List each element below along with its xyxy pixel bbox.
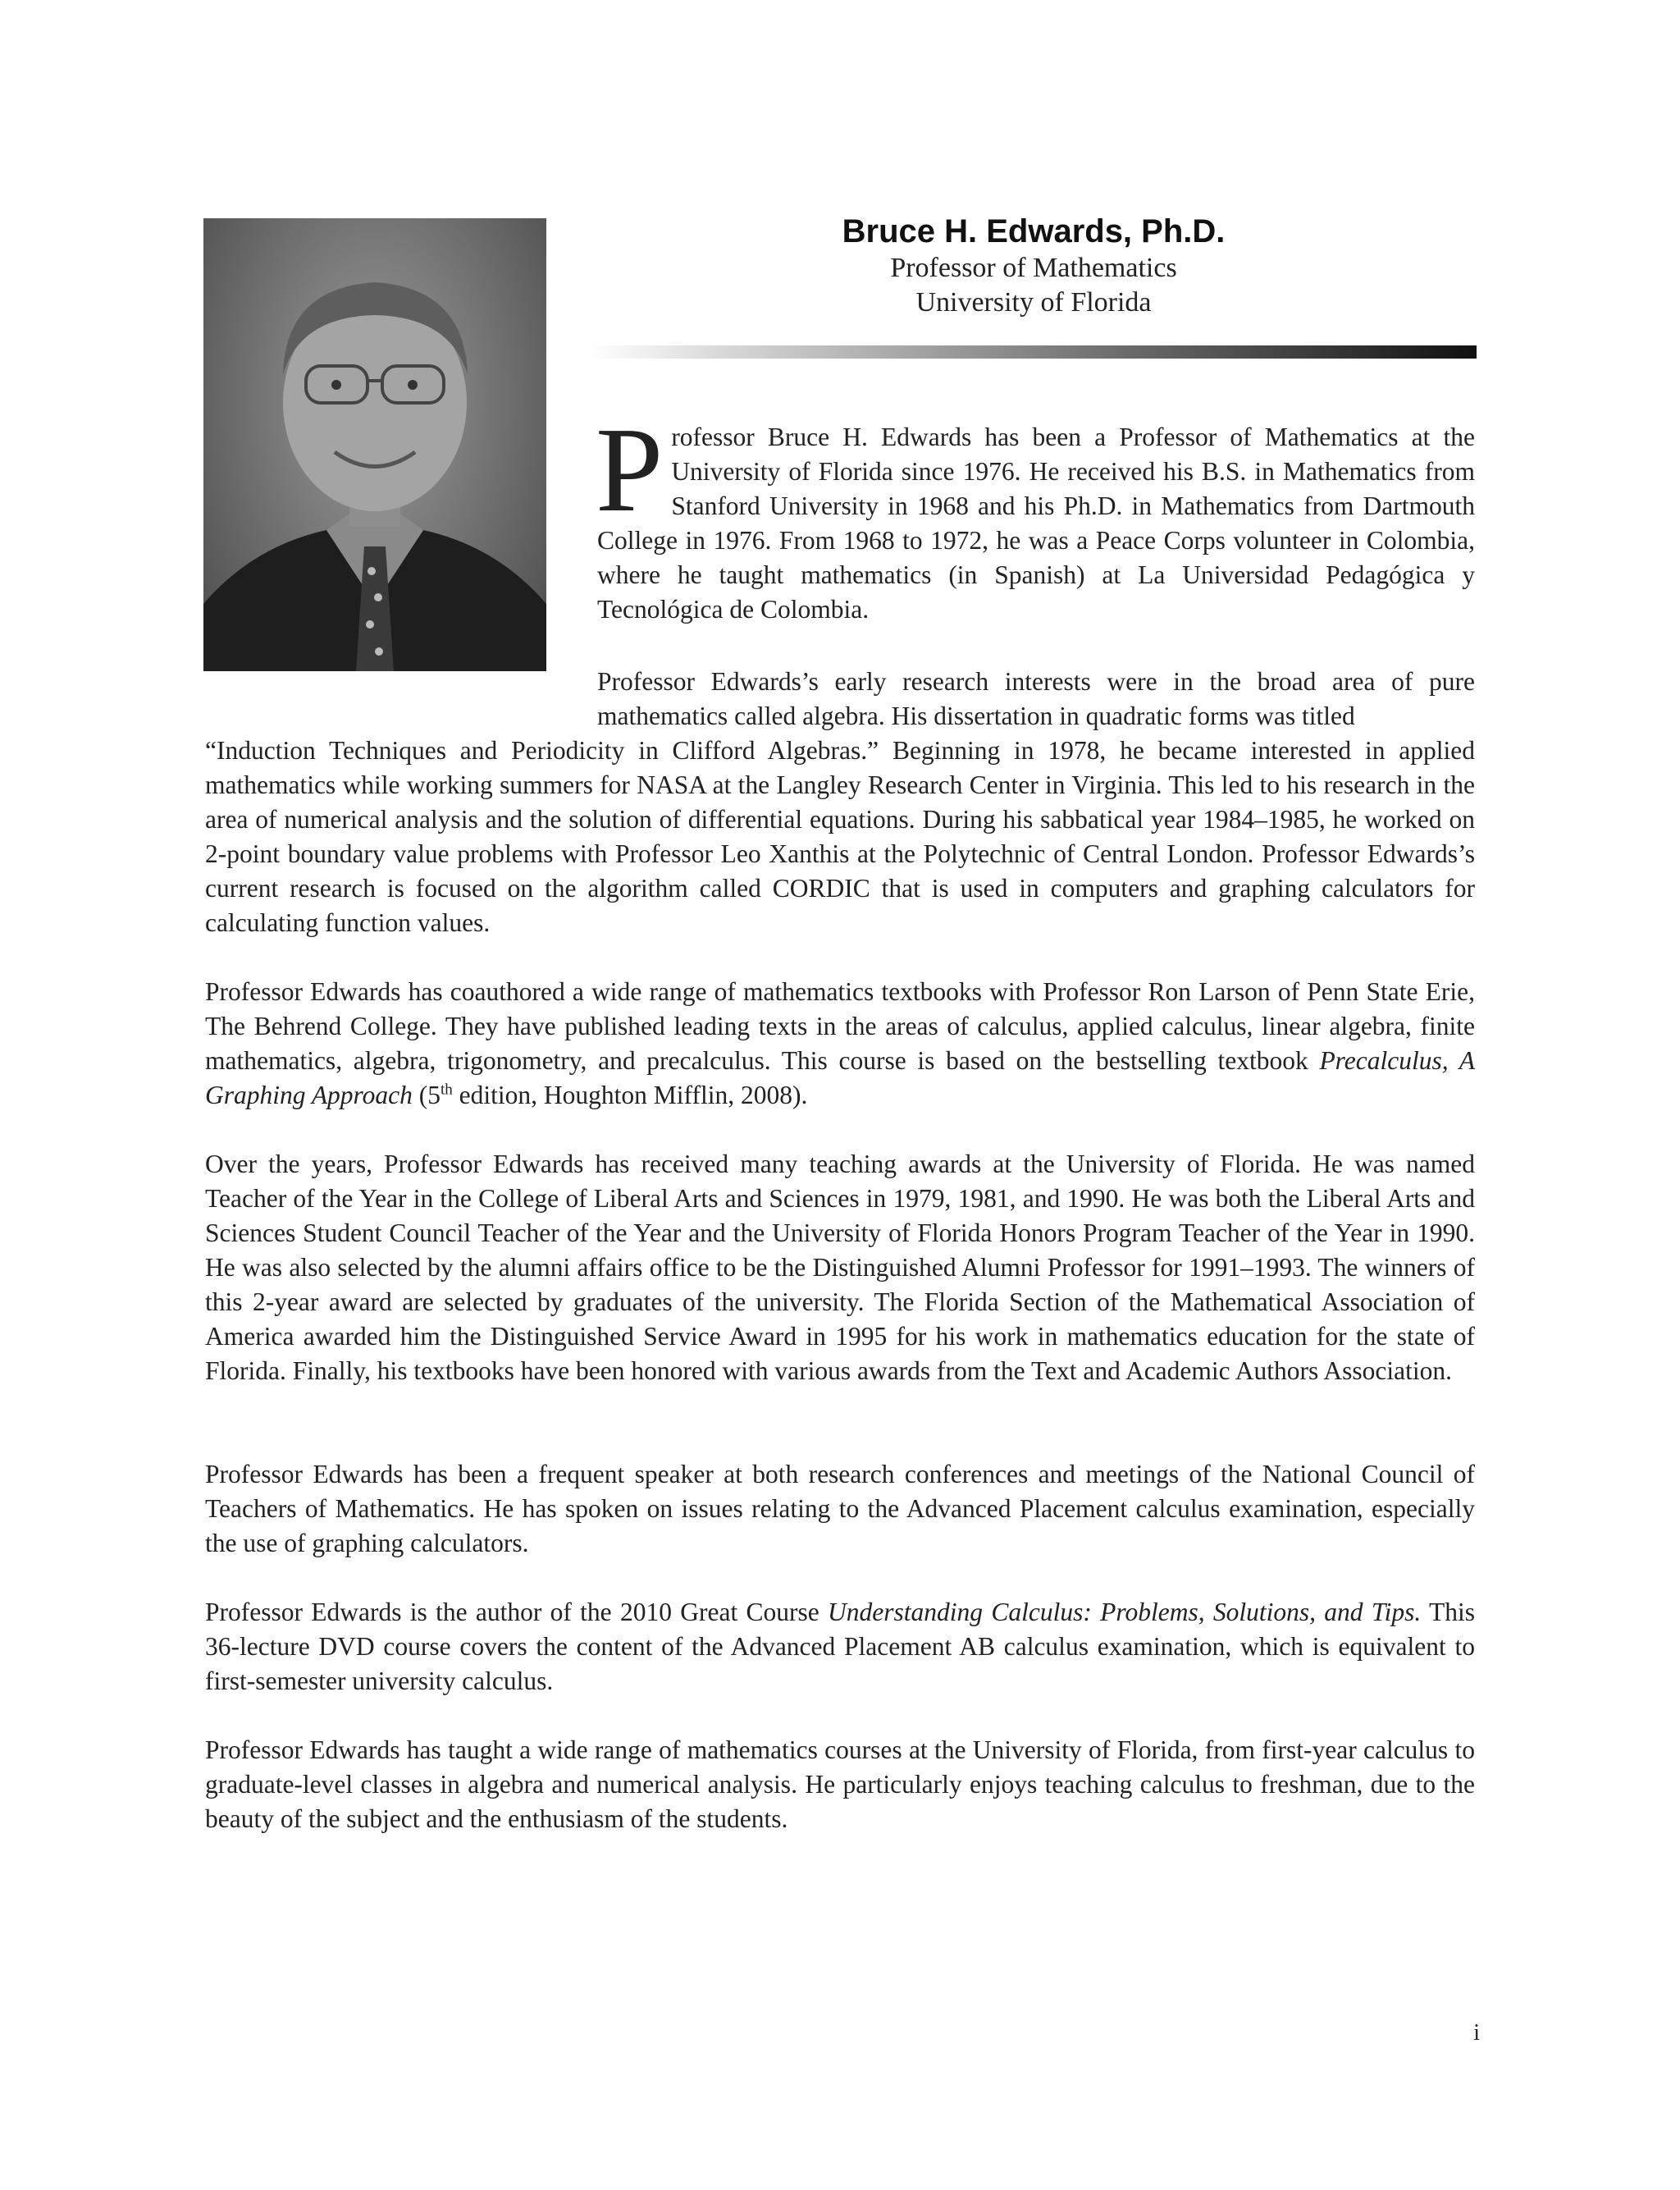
author-title: Professor of Mathematics [890,253,1177,283]
portrait-illustration [203,218,546,671]
edition-superscript: th [441,1081,453,1099]
bio-paragraph-6-rest: This 36-lecture DVD course covers the content of the Advanced Placement AB calculus examination, which is equivalent to first-semester university calculus. [205,1598,1475,1695]
author-name: Bruce H. Edwards, Ph.D. [842,213,1226,249]
bio-paragraph-3 [205,975,1475,1113]
drop-cap: P [596,403,664,537]
author-header [591,212,1477,320]
textbook-title: Precalculus, A Graphing Approach [205,1046,1475,1109]
author-portrait [203,218,546,671]
edition-open: (5 [412,1081,441,1109]
header-rule [591,345,1477,359]
bio-paragraph-5: Professor Edwards has been a frequent speaker at both research conferences and meetings of the National Council of Teachers of Mathematics. He has spoken on issues relating to the Advanced Placement calculus examination, especially the use of graphing calculators. [205,1460,1475,1557]
bio-paragraph-6-text: Professor Edwards is the author of the 2010 Great Course [205,1598,829,1626]
bio-paragraph-2-continued: “Induction Techniques and Periodicity in Clifford Algebras.” Beginning in 1978, he became interested in applied mathematics while working summers for NASA at the Langley Research Center in Virginia. This led to his research in the area of numerical analysis and the solution of differential equations. During his sabbatical year 1984–1985, he worked on 2-point boundary value problems with Professor Leo Xanthis at the Polytechnic of Central London. Professor Edwards’s current research is focused on the algorithm called CORDIC that is used in computers and graphing calculators for calculating function values. [205,736,1475,937]
bio-paragraph-1-text: rofessor Bruce H. Edwards has been a Professor of Mathematics at the University of Florida since 1976. He received his B.S. in Mathematics from Stanford University in 1968 and his Ph.D. in Mathematics from Dartmouth College in 1976. From 1968 to 1972, he was a Peace Corps volunteer in Colombia, where he taught mathematics (in Spanish) at La Universidad Pedagógica y Tecnológica de Colombia. [597,423,1475,624]
bio-paragraph-1 [596,403,1475,627]
bio-paragraph-4: Over the years, Professor Edwards has received many teaching awards at the University of Florida. He was named Teacher of the Year in the College of Liberal Arts and Sciences in 1979, 1981, and 1990. He was both the Liberal Arts and Sciences Student Council Teacher of the Year and the University of Florida Honors Program Teacher of the Year in 1990. He was also selected by the alumni affairs office to be the Distinguished Alumni Professor for 1991–1993. The winners of this 2-year award are selected by graduates of the university. The Florida Section of the Mathematical Association of America awarded him the Distinguished Service Award in 1995 for his work in mathematics education for the state of Florida. Finally, his textbooks have been honored with various awards from the Text and Academic Authors Association. [205,1150,1475,1385]
edition-details: edition, Houghton Mifflin, 2008). [452,1081,808,1109]
course-title: Understanding Calculus: Problems, Solutions, and Tips. [828,1598,1422,1626]
bio-paragraph-6 [205,1595,1475,1699]
page-number: i [1473,2020,1480,2046]
author-affiliation: University of Florida [915,287,1152,318]
bio-paragraph-2-start: Professor Edwards’s early research interests were in the broad area of pure mathematics called algebra. His dissertation in quadratic forms was titled [597,667,1475,730]
bio-paragraph-7: Professor Edwards has taught a wide range of mathematics courses at the University of Florida, from first-year calculus to graduate-level classes in algebra and numerical analysis. He particularly enjoys teaching calculus to freshman, due to the beauty of the subject and the enthusiasm of the students. [205,1735,1475,1833]
bio-paragraph-3-text: Professor Edwards has coauthored a wide range of mathematics textbooks with Professor Ron Larson of Penn State Erie, The Behrend College. They have published leading texts in the areas of calculus, applied calculus, linear algebra, finite mathematics, algebra, trigonometry, and precalculus. This course is based on the bestselling textbook [205,977,1475,1075]
